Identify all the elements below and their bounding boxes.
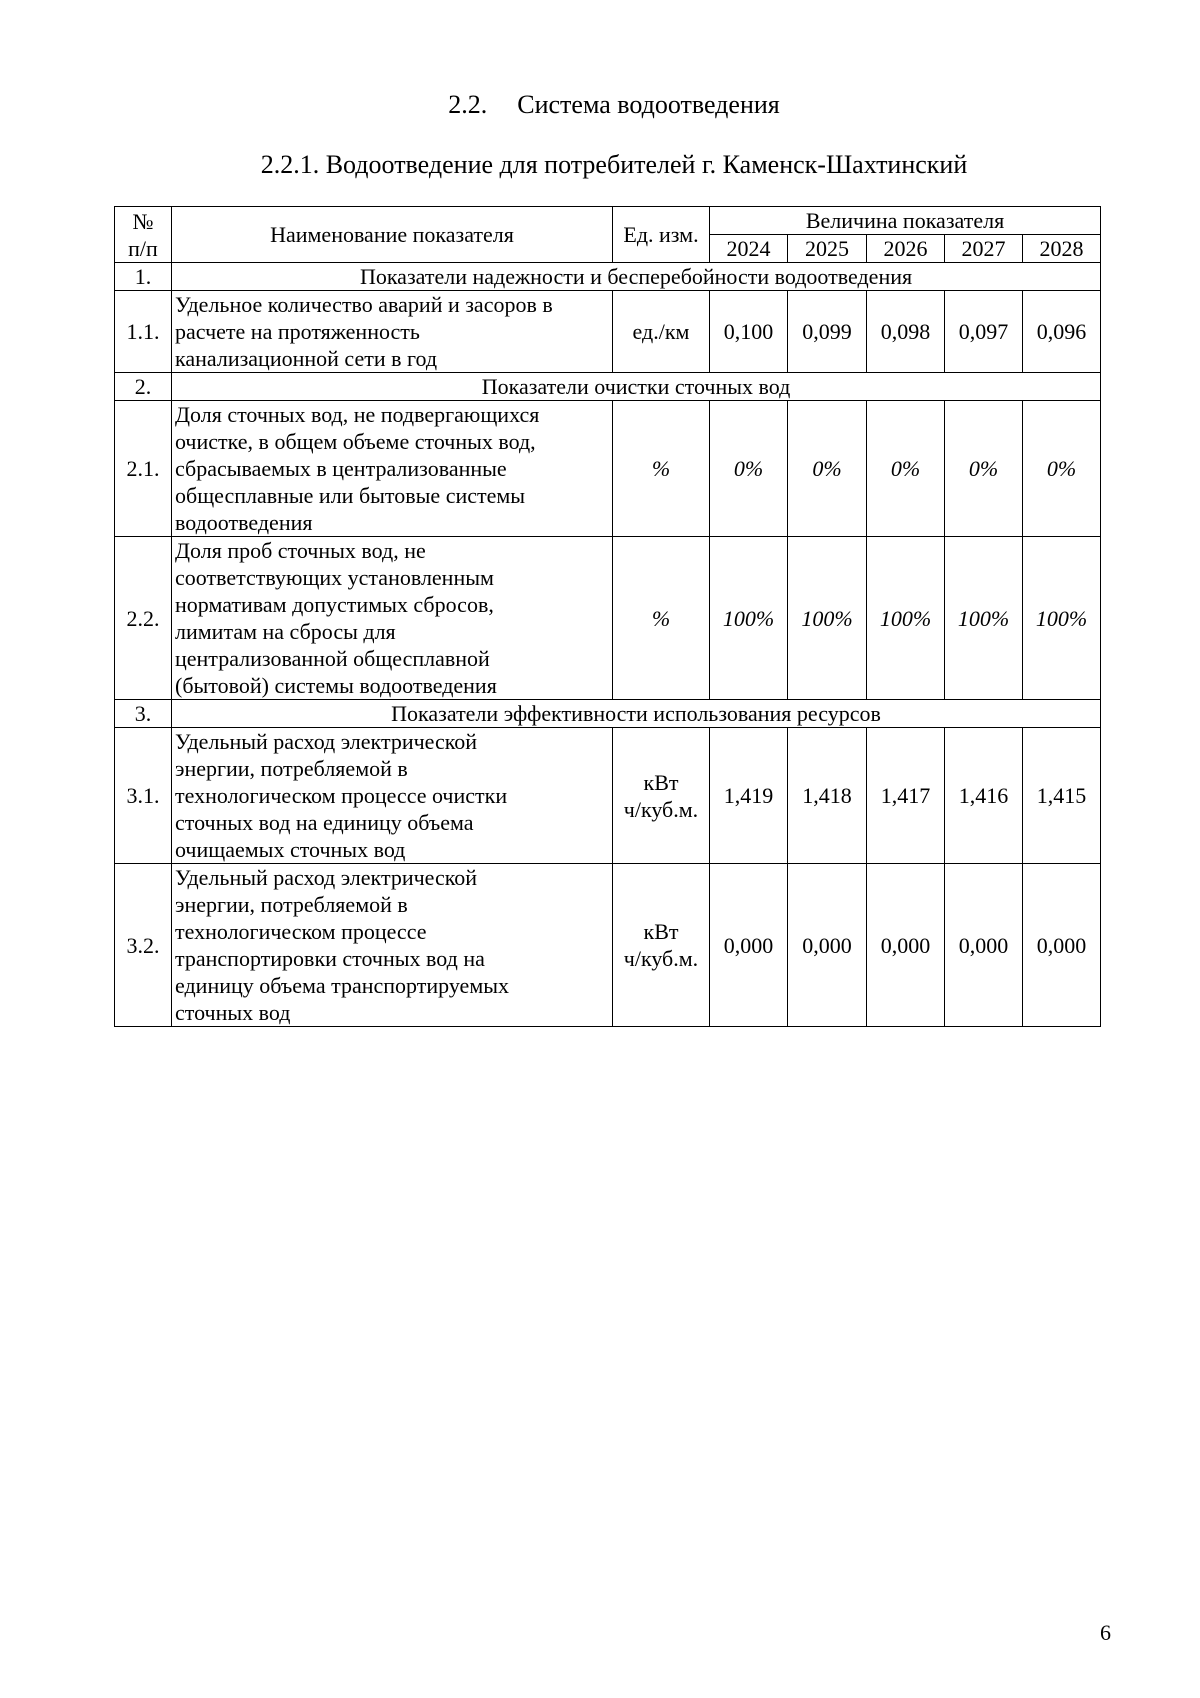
section-number: 2. [115,373,172,401]
indicator-name [172,401,613,537]
indicator-name-line: сбрасываемых в централизованные [175,456,507,481]
indicator-name-line: Доля сточных вод, не подвергающихся [175,402,540,427]
value-cell-2024: 0% [710,401,788,537]
section-title: Система водоотведения [517,90,780,119]
section-number: 3. [115,700,172,728]
indicator-name-line: очищаемых сточных вод [175,837,406,862]
value-cell-2025: 100% [788,537,867,700]
value-cell-2024: 100% [710,537,788,700]
unit [613,401,710,537]
unit [613,864,710,1027]
header-year-0: 2024 [710,235,788,263]
unit [613,537,710,700]
value-cell-2025: 0,099 [788,291,867,373]
indicator-name-line: канализационной сети в год [175,346,438,371]
indicator-name-line: Удельный расход электрической [175,729,478,754]
indicator-name [172,728,613,864]
indicator-name-line: (бытовой) системы водоотведения [175,673,497,698]
header-num-line2: п/п [128,235,158,261]
value-cell-2027: 0,097 [945,291,1023,373]
table-row [115,291,1101,373]
unit-line: ед./км [632,319,690,344]
header-num [115,207,172,263]
indicator-name-line: расчете на протяженность [175,319,420,344]
indicator-name-line: технологическом процессе очистки [175,783,508,808]
row-number: 2.1. [115,401,172,537]
table-body [115,263,1101,1027]
table-row [115,728,1101,864]
value-cell-2028: 0,000 [1023,864,1101,1027]
indicator-name-line: Удельное количество аварий и засоров в [175,292,553,317]
header-name: Наименование показателя [172,207,613,263]
row-number: 2.2. [115,537,172,700]
indicator-name-line: энергии, потребляемой в [175,892,408,917]
section-row [115,700,1101,728]
subsection-heading: 2.2.1. Водоотведение для потребителей г. Каменск-Шахтинский [260,150,968,179]
indicator-name-line: централизованной общесплавной [175,646,490,671]
table-header [115,207,1101,263]
indicator-name-line: нормативам допустимых сбросов, [175,592,494,617]
row-number: 3.1. [115,728,172,864]
section-row [115,373,1101,401]
unit [613,291,710,373]
indicator-name-line: технологическом процессе [175,919,427,944]
section-number: 1. [115,263,172,291]
unit-line: % [651,605,671,631]
table-row [115,864,1101,1027]
value-cell-2028: 1,415 [1023,728,1101,864]
unit-line: кВт [643,769,679,795]
value-cell-2026: 0,000 [867,864,945,1027]
header-year-3: 2027 [945,235,1023,263]
value-cell-2028: 0% [1023,401,1101,537]
indicators-table [114,206,1101,1027]
indicator-name-line: сточных вод на единицу объема [175,810,474,835]
unit-line: % [651,456,671,481]
value-cell-2024: 0,100 [710,291,788,373]
value-cell-2028: 100% [1023,537,1101,700]
table-row [115,401,1101,537]
indicator-name-line: соответствующих установленным [175,565,494,590]
header-year-4: 2028 [1023,235,1101,263]
section-title: Показатели очистки сточных вод [172,373,1101,401]
value-cell-2028: 0,096 [1023,291,1101,373]
section-title: Показатели эффективности использования ресурсов [172,700,1101,728]
value-cell-2026: 100% [867,537,945,700]
header-year-1: 2025 [788,235,867,263]
indicator-name-line: Удельный расход электрической [175,865,478,890]
indicator-name-line: лимитам на сбросы для [175,619,396,644]
value-cell-2026: 1,417 [867,728,945,864]
indicator-name-line: сточных вод [175,1000,291,1025]
indicator-name-line: общесплавные или бытовые системы [175,483,526,508]
unit [613,728,710,864]
indicator-name-line: водоотведения [175,510,313,535]
page-number: 6 [1100,1620,1111,1645]
row-number: 3.2. [115,864,172,1027]
indicator-name [172,864,613,1027]
value-cell-2025: 0% [788,401,867,537]
header-year-2: 2026 [867,235,945,263]
section-number: 2.2. [448,90,488,119]
row-number: 1.1. [115,291,172,373]
indicator-name-line: единицу объема транспортируемых [175,973,510,998]
unit-line: ч/куб.м. [623,796,699,822]
indicator-name [172,291,613,373]
value-cell-2025: 1,418 [788,728,867,864]
value-cell-2024: 1,419 [710,728,788,864]
value-cell-2027: 0% [945,401,1023,537]
value-cell-2027: 1,416 [945,728,1023,864]
indicator-name-line: транспортировки сточных вод на [175,946,485,971]
table-row [115,537,1101,700]
indicator-name-line: очистке, в общем объеме сточных вод, [175,429,536,454]
section-heading [14,90,1200,120]
value-cell-2024: 0,000 [710,864,788,1027]
header-value-group: Величина показателя [710,207,1101,235]
value-cell-2026: 0,098 [867,291,945,373]
indicator-name-line: энергии, потребляемой в [175,756,408,781]
unit-line: кВт [643,919,679,944]
value-cell-2027: 0,000 [945,864,1023,1027]
indicator-name-line: Доля проб сточных вод, не [175,538,426,563]
value-cell-2025: 0,000 [788,864,867,1027]
unit-line: ч/куб.м. [623,946,699,971]
header-num-line1: № [132,208,154,234]
header-unit: Ед. изм. [613,207,710,263]
value-cell-2026: 0% [867,401,945,537]
section-row [115,263,1101,291]
value-cell-2027: 100% [945,537,1023,700]
section-title: Показатели надежности и бесперебойности водоотведения [172,263,1101,291]
indicator-name [172,537,613,700]
